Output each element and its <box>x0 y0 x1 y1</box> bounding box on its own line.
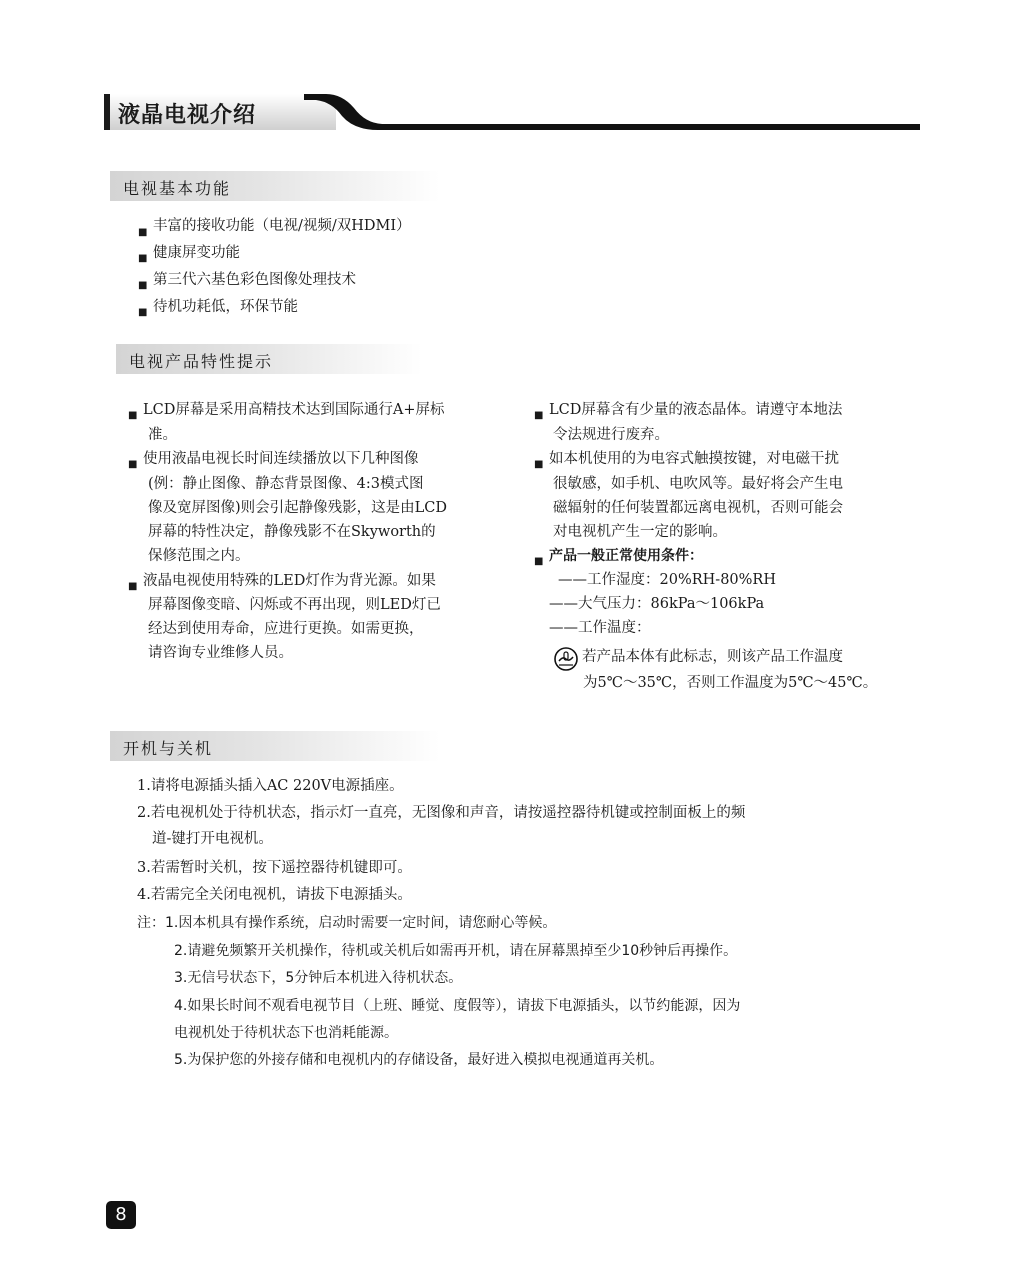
bullet-icon: ■ <box>128 459 138 470</box>
power-step: 1.请将电源插头插入AC 220V电源插座。 <box>137 778 404 794</box>
tip-line: 很敏感，如手机、电吹风等。最好将会产生电 <box>553 476 843 492</box>
power-note: 5.为保护您的外接存储和电视机内的存储设备，最好进入模拟电视通道再关机。 <box>174 1052 664 1068</box>
tip-line: 屏幕的特性决定，静像残影不在Skyworth的 <box>148 524 436 540</box>
bullet-icon: ■ <box>128 581 138 592</box>
power-step: 2.若电视机处于待机状态，指示灯一直亮，无图像和声音，请按遥控器待机键或控制面板上的频 <box>137 805 746 821</box>
tip-line: 准。 <box>148 427 177 443</box>
tip-line: 屏幕图像变暗、闪烁或不再出现，则LED灯已 <box>148 597 441 613</box>
list-item: 健康屏变功能 <box>153 245 240 261</box>
temperature-note: 若产品本体有此标志，则该产品工作温度 <box>582 649 843 665</box>
tip-line: 经达到使用寿命，应进行更换。如需更换， <box>148 621 424 637</box>
tip-line: LCD屏幕是采用高精技术达到国际通行A+屏标 <box>143 402 445 418</box>
bullet-icon: ■ <box>534 459 544 470</box>
tip-line: 液晶电视使用特殊的LED灯作为背光源。如果 <box>143 573 436 589</box>
tip-line: 请咨询专业维修人员。 <box>148 645 293 661</box>
section-title: 电视基本功能 <box>123 179 232 198</box>
tip-line: 像及宽屏图像)则会引起静像残影，这是由LCD <box>148 500 448 516</box>
section-title: 开机与关机 <box>123 739 214 758</box>
bullet-icon: ■ <box>534 410 544 421</box>
list-item: 丰富的接收功能（电视/视频/双HDMI） <box>153 218 411 234</box>
bullet-icon: ■ <box>138 307 148 318</box>
section-title: 电视产品特性提示 <box>129 352 274 371</box>
bullet-icon: ■ <box>138 280 148 291</box>
thermometer-mark-icon <box>553 647 579 671</box>
bullet-icon: ■ <box>138 253 148 264</box>
list-item: 第三代六基色彩色图像处理技术 <box>153 272 356 288</box>
bullet-icon: ■ <box>138 227 148 238</box>
conditions-title: 产品一般正常使用条件： <box>549 548 703 564</box>
tip-line: 对电视机产生一定的影响。 <box>553 524 727 540</box>
list-item: 待机功耗低，环保节能 <box>153 299 298 315</box>
banner-title: 液晶电视介绍 <box>118 102 257 128</box>
bullet-icon: ■ <box>128 410 138 421</box>
power-step: 3.若需暂时关机，按下遥控器待机键即可。 <box>137 860 412 876</box>
tip-line: (例：静止图像、静态背景图像、4:3模式图 <box>148 476 424 492</box>
tip-line: 使用液晶电视长时间连续播放以下几种图像 <box>143 451 419 467</box>
power-note: 电视机处于待机状态下也消耗能源。 <box>174 1025 398 1041</box>
power-step: 道-键打开电视机。 <box>152 831 273 847</box>
power-step: 4.若需完全关闭电视机，请拔下电源插头。 <box>137 887 412 903</box>
tip-line: 如本机使用的为电容式触摸按键，对电磁干扰 <box>549 451 839 467</box>
condition-pressure: ——大气压力：86kPa～106kPa <box>549 596 765 612</box>
tip-line: 磁辐射的任何装置都远离电视机，否则可能会 <box>553 500 843 516</box>
condition-temperature: ——工作温度： <box>549 620 651 636</box>
power-note: 2.请避免频繁开关机操作，待机或关机后如需再开机，请在屏幕黑掉至少10秒钟后再操作。 <box>174 943 738 959</box>
temperature-note: 为5℃～35℃，否则工作温度为5℃～45℃。 <box>583 675 878 691</box>
page-number: 8 <box>106 1201 136 1229</box>
tip-line: 保修范围之内。 <box>148 548 250 564</box>
power-note: 3.无信号状态下，5分钟后本机进入待机状态。 <box>174 970 463 986</box>
power-note: 4.如果长时间不观看电视节目（上班、睡觉、度假等），请拔下电源插头，以节约能源，因为 <box>174 998 741 1014</box>
tip-line: 令法规进行废弃。 <box>553 427 669 443</box>
tip-line: LCD屏幕含有少量的液态晶体。请遵守本地法 <box>549 402 843 418</box>
power-note: 注：1.因本机具有操作系统，启动时需要一定时间，请您耐心等候。 <box>137 915 557 931</box>
condition-humidity: ——工作湿度：20%RH-80%RH <box>558 572 776 588</box>
bullet-icon: ■ <box>534 556 544 567</box>
